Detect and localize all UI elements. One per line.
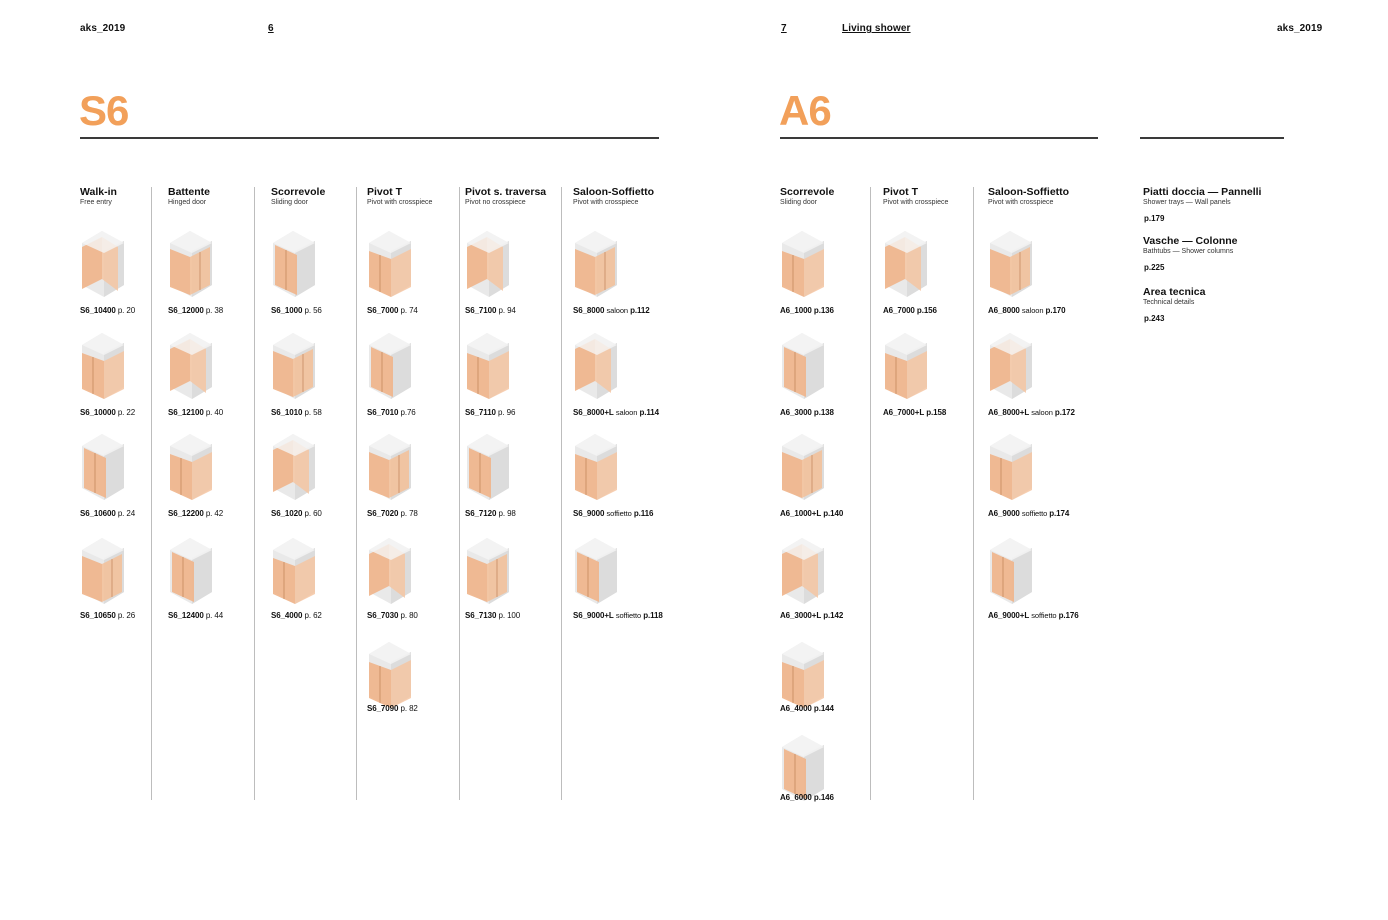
product-code-label[interactable]: [883, 408, 946, 417]
reference-title: Vasche — Colonne: [1143, 235, 1238, 247]
shower-enclosure-icon[interactable]: [166, 229, 222, 301]
product-code: S6_1000: [271, 306, 303, 315]
reference-bathtubs[interactable]: [1143, 235, 1238, 272]
product-variant: soffietto: [1021, 509, 1048, 518]
product-page-ref: p.136: [813, 306, 834, 315]
shower-enclosure-icon[interactable]: [571, 432, 627, 504]
column-divider: [356, 187, 357, 800]
shower-enclosure-icon[interactable]: [986, 331, 1042, 403]
product-page-ref: p.116: [633, 509, 654, 518]
product-code-label[interactable]: [271, 611, 322, 620]
product-code: A6_7000+L: [883, 408, 925, 417]
shower-enclosure-icon[interactable]: [269, 331, 325, 403]
product-code-label[interactable]: [988, 408, 1075, 417]
reference-page: p.225: [1144, 263, 1165, 272]
product-code: A6_9000: [988, 509, 1020, 518]
product-page-ref: p. 40: [205, 408, 224, 417]
product-page-ref: p.142: [823, 611, 844, 620]
product-code-label[interactable]: [465, 306, 516, 315]
product-page-ref: p. 44: [205, 611, 224, 620]
shower-enclosure-icon[interactable]: [463, 432, 519, 504]
column-header: [271, 186, 325, 207]
product-page-ref: p. 24: [117, 509, 136, 518]
product-page-ref: p. 56: [304, 306, 322, 315]
product-code-label[interactable]: [80, 306, 135, 315]
product-code: S6_7010: [367, 408, 399, 417]
shower-enclosure-icon[interactable]: [166, 432, 222, 504]
product-code-label[interactable]: [780, 509, 843, 518]
shower-enclosure-icon[interactable]: [778, 229, 834, 301]
shower-enclosure-icon[interactable]: [571, 229, 627, 301]
product-page-ref: p.140: [823, 509, 844, 518]
product-page-ref: p.144: [813, 704, 834, 713]
section-title[interactable]: Living shower: [842, 23, 911, 34]
series-title-s6: S6: [79, 87, 129, 134]
product-code: A6_8000: [988, 306, 1020, 315]
product-code: S6_7030: [367, 611, 399, 620]
product-page-ref: p.174: [1049, 509, 1070, 518]
product-page-ref: p. 42: [205, 509, 224, 518]
shower-enclosure-icon[interactable]: [571, 536, 627, 608]
product-page-ref: p.138: [813, 408, 834, 417]
product-page-ref: p. 94: [498, 306, 516, 315]
product-code: S6_10650: [80, 611, 116, 620]
column-header: [367, 186, 432, 207]
product-page-ref: p.146: [813, 793, 834, 802]
column-divider: [254, 187, 255, 800]
product-code-label[interactable]: [988, 306, 1066, 315]
product-code: S6_12200: [168, 509, 204, 518]
product-code-label[interactable]: [80, 408, 135, 417]
section-rule: [1140, 137, 1284, 139]
product-page-ref: p. 22: [117, 408, 136, 417]
column-subtitle: Sliding door: [271, 199, 308, 206]
product-code: A6_3000+L: [780, 611, 822, 620]
product-code-label[interactable]: [271, 306, 322, 315]
brand-right: aks_2019: [1277, 23, 1323, 34]
product-code-label[interactable]: [271, 408, 322, 417]
product-page-ref: p. 96: [498, 408, 516, 417]
shower-enclosure-icon[interactable]: [78, 432, 134, 504]
column-title: Scorrevole: [271, 186, 326, 198]
product-page-ref: p. 38: [205, 306, 224, 315]
product-code-label[interactable]: [988, 611, 1079, 620]
column-divider: [459, 187, 460, 800]
shower-enclosure-icon[interactable]: [269, 536, 325, 608]
column-header: [465, 186, 546, 207]
product-code: S6_10600: [80, 509, 116, 518]
product-code: S6_7000: [367, 306, 399, 315]
product-page-ref: p.156: [916, 306, 937, 315]
column-subtitle: Sliding door: [780, 199, 817, 206]
column-title: Saloon-Soffietto: [988, 186, 1070, 198]
product-code: A6_8000+L: [988, 408, 1030, 417]
shower-enclosure-icon[interactable]: [881, 331, 937, 403]
product-page-ref: p. 78: [400, 509, 418, 518]
product-code: A6_6000: [780, 793, 812, 802]
column-divider: [973, 187, 974, 800]
product-code: S6_12100: [168, 408, 204, 417]
reference-page: p.179: [1144, 214, 1165, 223]
column-header: [988, 186, 1069, 207]
product-page-ref: p. 26: [117, 611, 136, 620]
shower-enclosure-icon[interactable]: [986, 536, 1042, 608]
shower-enclosure-icon[interactable]: [463, 536, 519, 608]
column-subtitle: Pivot with crosspiece: [367, 199, 433, 206]
product-page-ref: p. 62: [304, 611, 322, 620]
product-code-label[interactable]: [168, 408, 223, 417]
shower-enclosure-icon[interactable]: [166, 331, 222, 403]
product-code-label[interactable]: [465, 611, 520, 620]
product-code-label[interactable]: [573, 611, 663, 620]
product-code-label[interactable]: [168, 509, 223, 518]
reference-subtitle: Technical details: [1143, 299, 1195, 306]
product-code: S6_8000: [573, 306, 605, 315]
reference-subtitle: Shower trays — Wall panels: [1143, 199, 1231, 206]
product-page-ref: p.114: [639, 408, 659, 417]
reference-title: Area tecnica: [1143, 286, 1206, 298]
product-code: A6_4000: [780, 704, 812, 713]
shower-enclosure-icon[interactable]: [365, 331, 421, 403]
product-page-ref: p.112: [630, 306, 650, 315]
section-rule: [80, 137, 659, 139]
reference-subtitle: Bathtubs — Shower columns: [1143, 248, 1234, 255]
column-title: Pivot T: [883, 186, 919, 198]
shower-enclosure-icon[interactable]: [778, 536, 834, 608]
product-variant: saloon: [1031, 408, 1053, 417]
product-page-ref: p. 80: [400, 611, 418, 620]
product-code-label[interactable]: [367, 704, 418, 713]
product-variant: soffietto: [1031, 611, 1057, 620]
product-code-label[interactable]: [573, 408, 659, 417]
product-code-label[interactable]: [573, 509, 653, 518]
column-header: [883, 186, 948, 207]
product-page-ref: p. 58: [304, 408, 322, 417]
product-code-label[interactable]: [988, 509, 1069, 518]
shower-enclosure-icon[interactable]: [269, 229, 325, 301]
column-header: [80, 186, 117, 207]
product-variant: saloon: [615, 408, 638, 417]
product-page-ref: p.118: [643, 611, 663, 620]
product-code: S6_10000: [80, 408, 116, 417]
product-code: S6_9000: [573, 509, 605, 518]
column-subtitle: Pivot with crosspiece: [573, 199, 639, 206]
product-code: A6_1000+L: [780, 509, 822, 518]
product-code: A6_7000: [883, 306, 915, 315]
product-code-label[interactable]: [271, 509, 322, 518]
shower-enclosure-icon[interactable]: [778, 640, 834, 712]
shower-enclosure-icon[interactable]: [571, 331, 627, 403]
shower-enclosure-icon[interactable]: [881, 229, 937, 301]
product-code: S6_12400: [168, 611, 204, 620]
shower-enclosure-icon[interactable]: [78, 229, 134, 301]
column-subtitle: Pivot with crosspiece: [988, 199, 1054, 206]
product-code-label[interactable]: [780, 306, 834, 315]
product-variant: saloon: [606, 306, 628, 315]
shower-enclosure-icon[interactable]: [778, 432, 834, 504]
product-page-ref: p.176: [1058, 611, 1079, 620]
shower-enclosure-icon[interactable]: [986, 229, 1042, 301]
reference-page: p.243: [1144, 314, 1165, 323]
product-code-label[interactable]: [367, 611, 418, 620]
product-code: S6_7020: [367, 509, 399, 518]
page-number-left[interactable]: 6: [268, 23, 274, 34]
product-code: A6_3000: [780, 408, 812, 417]
shower-enclosure-icon[interactable]: [986, 432, 1042, 504]
shower-enclosure-icon[interactable]: [463, 331, 519, 403]
product-code: A6_1000: [780, 306, 812, 315]
product-variant: saloon: [1021, 306, 1044, 315]
column-title: Pivot T: [367, 186, 403, 198]
product-code-label[interactable]: [168, 306, 223, 315]
product-code-label[interactable]: [883, 306, 937, 315]
product-code: S6_7110: [465, 408, 496, 417]
product-page-ref: p.170: [1045, 306, 1066, 315]
product-page-ref: p. 74: [400, 306, 418, 315]
product-code: S6_4000: [271, 611, 303, 620]
column-divider: [151, 187, 152, 800]
product-variant: soffietto: [606, 509, 632, 518]
column-subtitle: Free entry: [80, 199, 112, 206]
product-code: S6_7120: [465, 509, 497, 518]
page-number-right[interactable]: 7: [781, 23, 787, 34]
shower-enclosure-icon[interactable]: [166, 536, 222, 608]
product-page-ref: p. 82: [400, 704, 418, 713]
column-header: [573, 186, 654, 207]
column-title: Walk-in: [80, 186, 117, 198]
product-code: S6_8000+L: [573, 408, 614, 417]
column-header: [780, 186, 834, 207]
product-code: S6_9000+L: [573, 611, 614, 620]
section-rule: [780, 137, 1098, 139]
shower-enclosure-icon[interactable]: [78, 536, 134, 608]
product-code-label[interactable]: [780, 611, 843, 620]
shower-enclosure-icon[interactable]: [463, 229, 519, 301]
product-code-label[interactable]: [367, 509, 418, 518]
product-page-ref: p. 100: [498, 611, 521, 620]
shower-enclosure-icon[interactable]: [365, 229, 421, 301]
column-header: [168, 186, 210, 207]
column-title: Battente: [168, 186, 211, 198]
product-code-label[interactable]: [465, 509, 516, 518]
product-code: S6_1010: [271, 408, 303, 417]
column-title: Pivot s. traversa: [465, 186, 547, 198]
column-divider: [561, 187, 562, 800]
column-divider: [870, 187, 871, 800]
product-code: S6_12000: [168, 306, 204, 315]
product-page-ref: p. 20: [117, 306, 136, 315]
product-code-label[interactable]: [168, 611, 223, 620]
product-code-label[interactable]: [465, 408, 515, 417]
reference-title: Piatti doccia — Pannelli: [1143, 186, 1262, 198]
shower-enclosure-icon[interactable]: [365, 432, 421, 504]
product-page-ref: p. 98: [498, 509, 516, 518]
column-title: Saloon-Soffietto: [573, 186, 655, 198]
product-variant: soffietto: [615, 611, 642, 620]
series-title-a6: A6: [779, 87, 831, 134]
column-subtitle: Hinged door: [168, 199, 207, 206]
column-subtitle: Pivot with crosspiece: [883, 199, 949, 206]
shower-enclosure-icon[interactable]: [365, 536, 421, 608]
shower-enclosure-icon[interactable]: [78, 331, 134, 403]
product-page-ref: p. 60: [304, 509, 322, 518]
column-title: Scorrevole: [780, 186, 835, 198]
product-code: S6_7090: [367, 704, 399, 713]
shower-enclosure-icon[interactable]: [365, 640, 421, 712]
product-page-ref: p.158: [926, 408, 947, 417]
reference-technical[interactable]: [1143, 286, 1205, 323]
product-code-label[interactable]: [80, 611, 135, 620]
column-subtitle: Pivot no crosspiece: [465, 199, 526, 206]
reference-trays[interactable]: [1143, 186, 1261, 223]
shower-enclosure-icon[interactable]: [778, 331, 834, 403]
product-code-label[interactable]: [367, 306, 418, 315]
brand-left: aks_2019: [80, 23, 126, 34]
product-code-label[interactable]: [573, 306, 650, 315]
product-code-label[interactable]: [780, 793, 834, 802]
product-code-label[interactable]: [80, 509, 135, 518]
product-page-ref: p.172: [1054, 408, 1075, 417]
product-code: A6_9000+L: [988, 611, 1030, 620]
product-code: S6_7130: [465, 611, 497, 620]
product-code: S6_1020: [271, 509, 303, 518]
product-code: S6_10400: [80, 306, 116, 315]
product-code-label[interactable]: [367, 408, 416, 417]
product-code-label[interactable]: [780, 408, 834, 417]
product-code: S6_7100: [465, 306, 497, 315]
product-code-label[interactable]: [780, 704, 834, 713]
product-page-ref: p.76: [400, 408, 416, 417]
shower-enclosure-icon[interactable]: [269, 432, 325, 504]
